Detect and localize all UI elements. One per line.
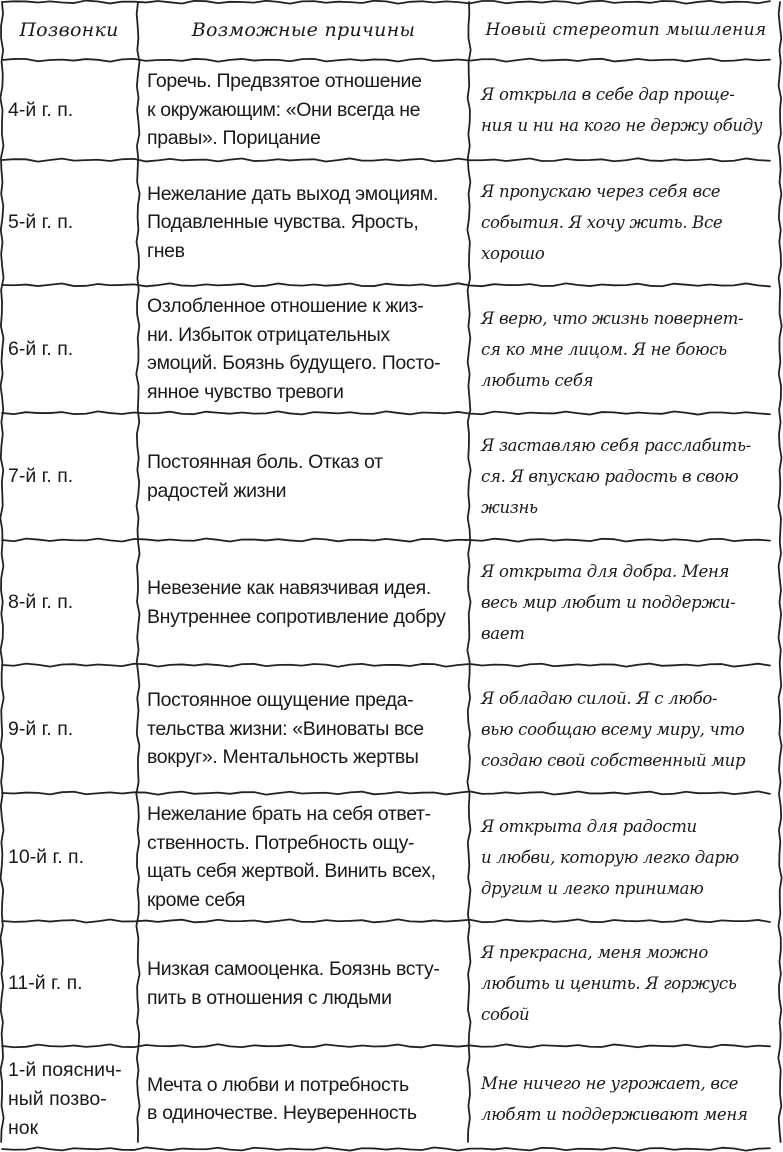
- header-new-pattern: Новый стереотип мышления: [485, 20, 767, 40]
- new-pattern-cell: Я верю, что жизнь повернет- ся ко мне лицом. Я не боюсь любить себя: [481, 308, 744, 390]
- vertebra-cell: 4-й г. п.: [8, 98, 74, 121]
- causes-cell: Озлобленное отношение к жиз- ни. Избыток отрицательных эмоций. Боязнь будущего. Посто- янное чувство тревоги: [147, 295, 441, 403]
- causes-cell: Горечь. Предвзятое отношение к окружающим: «Они всегда не правы». Порицание: [147, 70, 422, 150]
- vertebra-cell: 6-й г. п.: [8, 337, 74, 360]
- causes-cell: Низкая самооценка. Боязнь всту- пить в отношения с людьми: [147, 958, 440, 1009]
- new-pattern-cell: Я обладаю силой. Я с любо- вью сообщаю всему миру, что создаю свой собственный мир: [481, 688, 746, 770]
- causes-cell: Постоянное ощущение преда- тельства жизни: «Виноваты все вокруг». Ментальность жертвы: [147, 689, 424, 769]
- vertebra-cell: 10-й г. п.: [8, 845, 85, 868]
- new-pattern-cell: Я открыла в себе дар проще- ния и ни на кого не держу обиду: [481, 85, 763, 135]
- vertebra-cell: 5-й г. п.: [8, 211, 74, 234]
- new-pattern-cell: Я прекрасна, меня можно любить и ценить. Я горжусь собой: [481, 943, 737, 1024]
- vertebra-cell: 7-й г. п.: [8, 465, 74, 488]
- vertebra-cell: 9-й г. п.: [8, 717, 74, 740]
- header-vertebra: Позвонки: [19, 19, 119, 41]
- vertebra-cell: 11-й г. п.: [8, 972, 83, 995]
- new-pattern-cell: Я заставляю себя расслабить- ся. Я впускаю радость в свою жизнь: [481, 436, 751, 517]
- causes-cell: Невезение как навязчивая идея. Внутреннее сопротивление добру: [147, 577, 446, 628]
- header-causes: Возможные причины: [191, 19, 416, 41]
- new-pattern-cell: Мне ничего не угрожает, все любят и поддерживают меня: [481, 1074, 748, 1124]
- causes-cell: Постоянная боль. Отказ от радостей жизни: [147, 451, 383, 502]
- causes-cell: Нежелание брать на себя ответ- ственность. Потребность ощу- щать себя жертвой. Винить всех, кроме себя: [147, 803, 436, 911]
- causes-cell: Мечта о любви и потребность в одиночестве. Неуверенность: [147, 1073, 417, 1124]
- new-pattern-cell: Я открыта для добра. Меня весь мир любит и поддержи- вает: [481, 562, 736, 643]
- vertebra-cell: 8-й г. п.: [8, 591, 74, 614]
- causes-cell: Нежелание дать выход эмоциям. Подавленные чувства. Ярость, гнев: [147, 182, 439, 262]
- vertebra-cell: 1-й пояснич- ный позво- нок: [8, 1058, 122, 1139]
- new-pattern-cell: Я пропускаю через себя все события. Я хочу жить. Все хорошо: [481, 182, 723, 263]
- new-pattern-cell: Я открыта для радости и любви, которую легко дарю другим и легко принимаю: [481, 816, 739, 898]
